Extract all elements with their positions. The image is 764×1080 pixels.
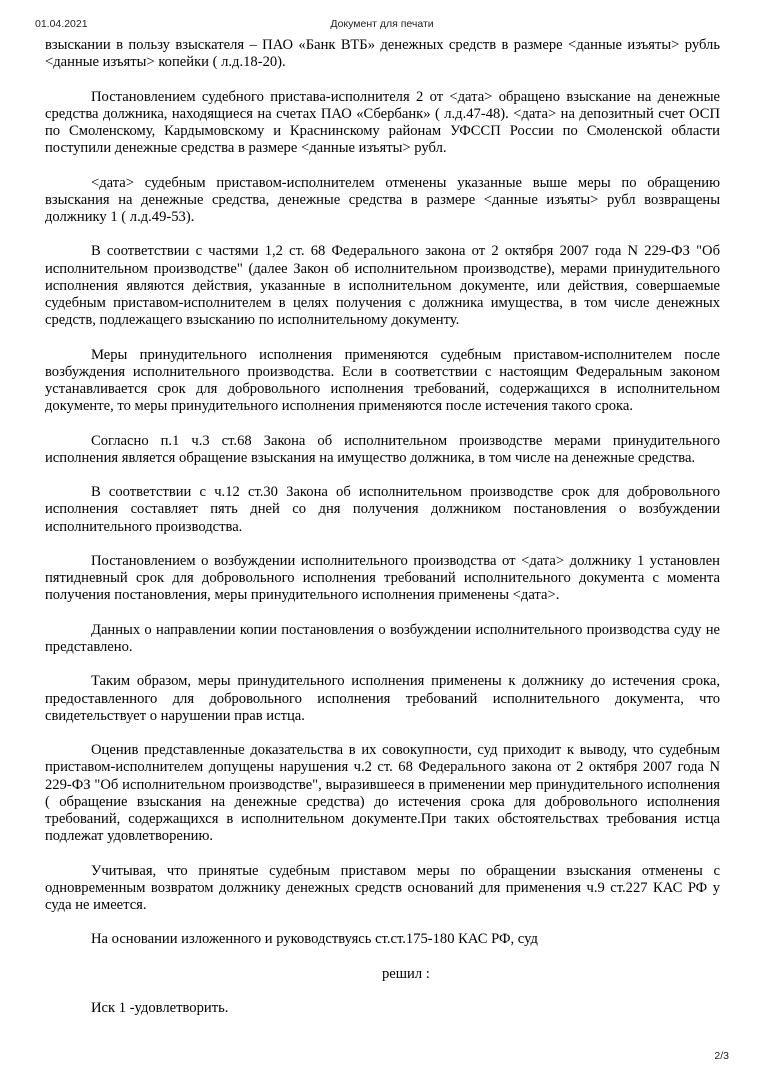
paragraph-conclusion: Таким образом, меры принудительного исполнения применены к должнику до истечения срока, предоставленного для добровольного исполнения требований исполнительного документа, что свидетельствует о нарушении прав истца. bbox=[45, 673, 720, 724]
print-title: Документ для печати bbox=[330, 18, 434, 30]
paragraph-article-30-part-12: В соответствии с ч.12 ст.30 Закона об исполнительном производстве срок для добровольного исполнения составляет пять дней со дня получения должником постановления о возбуждении исполнительного производства. bbox=[45, 484, 720, 535]
paragraph-law-article-68: В соответствии с частями 1,2 ст. 68 Федерального закона от 2 октября 2007 года N 229-ФЗ "Об исполнительном производстве" (далее Закон об исполнительном производстве), мерами принудительного исполнения являются действия, указанные в исполнительном документе, или действия, совершаемые судебным приставом-исполнителем в целях получения с должника имущества, в том числе денежных средств, подлежащего взысканию по исполнительному документу. bbox=[45, 243, 720, 329]
document-body bbox=[45, 37, 720, 1017]
paragraph-measures-cancelled: <дата> судебным приставом-исполнителем отменены указанные выше меры по обращению взыскания на денежные средства, денежные средства в размере <данные изъяты> рубл возвращены должнику 1 ( л.д.49-53). bbox=[45, 174, 720, 225]
paragraph-court-assessment: Оценив представленные доказательства в их совокупности, суд приходит к выводу, что судебным приставом-исполнителем допущены нарушения ч.2 ст. 68 Федерального закона от 2 октября 2007 года N 229-ФЗ "Об исполнительном производстве", выразившееся в применении мер принудительного исполнения ( обращение взыскания на денежные средства) до истечения срока для добровольного исполнения требований, содержащихся в исполнительном документе.При таких обстоятельствах требования истца подлежат удовлетворению. bbox=[45, 742, 720, 845]
paragraph-seizure-order: Постановлением судебного пристава-исполнителя 2 от <дата> обращено взыскание на денежные средства должника, находящиеся на счетах ПАО «Сбербанк» ( л.д.47-48). <дата> на депозитный счет ОСП по Смоленскому, Кардымовскому и Краснинскому районам УФССП России по Смоленской области поступили денежные средства в размере <данные изъяты> рубл. bbox=[45, 88, 720, 157]
paragraph-final-ruling: Иск 1 -удовлетворить. bbox=[91, 1000, 229, 1017]
paragraph-initiation-order: Постановлением о возбуждении исполнительного производства от <дата> должнику 1 установлен пятидневный срок для добровольного исполнения требований исполнительного документа с момента получения постановления, меры принудительного исполнения применены <дата>. bbox=[45, 552, 720, 604]
paragraph-grounds: На основании изложенного и руководствуясь ст.ст.175-180 КАС РФ, суд bbox=[91, 931, 538, 948]
paragraph-no-copy-data: Данных о направлении копии постановления о возбуждении исполнительного производства суду не представлено. bbox=[45, 621, 720, 655]
print-date: 01.04.2021 bbox=[35, 18, 88, 30]
paragraph-article-68-part-3: Согласно п.1 ч.3 ст.68 Закона об исполнительном производстве мерами принудительного исполнения является обращение взыскания на имущество должника, в том числе на денежные средства. bbox=[45, 432, 720, 466]
paragraph-continuation: взыскании в пользу взыскателя – ПАО «Банк ВТБ» денежных средств в размере <данные изъяты> рубль <данные изъяты> копейки ( л.д.18-20). bbox=[45, 37, 720, 71]
page-number: 2/3 bbox=[714, 1050, 729, 1062]
paragraph-enforcement-measures: Меры принудительного исполнения применяются судебным приставом-исполнителем после возбуждения исполнительного производства. Если в соответствии с настоящим Федеральным законом устанавливается срок для добровольного исполнения требований, содержащихся в исполнительном документе, то меры принудительного исполнения применяются после истечения такого срока. bbox=[45, 346, 720, 415]
paragraph-article-227: Учитывая, что принятые судебным приставом меры по обращении взыскания отменены с одновременным возвратом должнику денежных средств оснований для применения ч.9 ст.227 КАС РФ у суда не имеется. bbox=[45, 862, 720, 913]
decision-heading: решил : bbox=[382, 965, 430, 982]
